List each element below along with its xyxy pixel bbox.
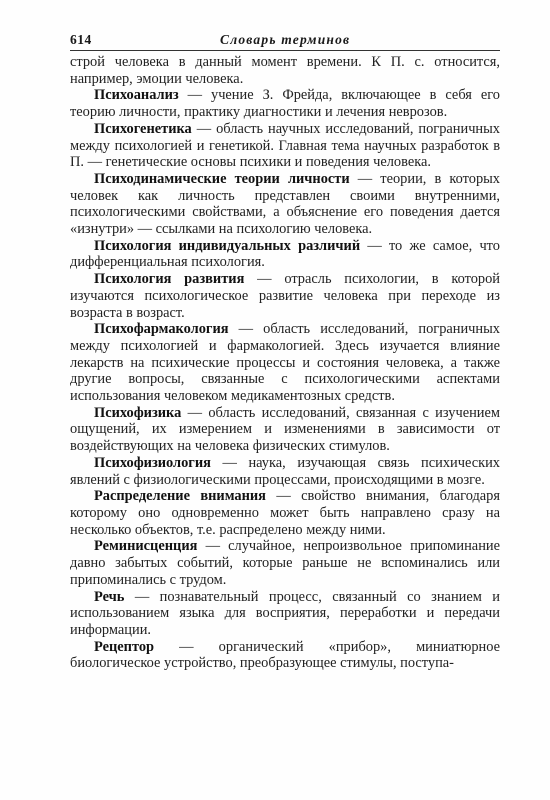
entry-definition: — область исследований, связанная с изучением ощущений, их измерением и изменениями в зависимости от воздействующих на человека физических стимулов. [70, 404, 500, 455]
entry-term: Психофизика [94, 404, 182, 421]
running-header [70, 32, 500, 52]
glossary-entry-psychophysics [70, 405, 500, 455]
entry-term: Психогенетика [94, 120, 192, 137]
entry-term: Реминисценция [94, 538, 198, 555]
entry-term: Психофизиология [94, 454, 211, 471]
glossary-entry-receptor [70, 639, 500, 672]
entry-definition: — свойство внимания, благодаря которому оно одновременно может быть направлено сразу на несколько объектов, т.е. распределено между ними. [70, 488, 500, 538]
glossary-entry-attention-distribution [70, 488, 500, 538]
entry-term: Психофармакология [94, 321, 229, 338]
entry-term: Психология индивидуальных различий [94, 237, 361, 254]
entry-definition: — наука, изучающая связь психических явлений с физиологическими процессами, происходящими в мозге. [70, 454, 500, 488]
glossary-text [70, 54, 500, 672]
entry-term: Психология развития [94, 271, 245, 288]
glossary-entry-psychoanalysis [70, 87, 500, 120]
entry-definition: — теории, в которых человек как личность представлен своими внутренними, психологическими свойствами, а объяснение его поведения дается «изнутри» — ссылками на психологию человека. [70, 170, 501, 238]
entry-term: Психоанализ [94, 87, 179, 104]
entry-definition: — органический «прибор», миниатюрное биологическое устройство, преобразующее стимулы, поступа- [70, 638, 500, 672]
section-title: Словарь терминов [220, 32, 351, 47]
glossary-entry-speech [70, 589, 500, 639]
entry-term: Распределение внимания [94, 488, 266, 505]
entry-definition: — случайное, непроизвольное припоминание давно забытых событий, которые раньше не вспоминались или припоминались с трудом. [70, 538, 500, 588]
glossary-entry-psychophysiology [70, 455, 500, 488]
entry-definition: — то же самое, что дифференциальная психология. [70, 237, 500, 271]
continued-entry-text: строй человека в данный момент времени. К П. с. относится, например, эмоции человека. [70, 54, 500, 87]
entry-definition: — познавательный процесс, связанный со знанием и использованием языка для восприятия, переработки и передачи информации. [70, 588, 500, 638]
glossary-entry-individual-differences [70, 238, 500, 271]
entry-term: Психодинамические теории личности [94, 170, 350, 187]
entry-term: Речь [94, 588, 125, 605]
entry-definition: — отрасль психологии, в которой изучаются психологическое развитие человека при переходе из возраста в возраст. [70, 271, 500, 321]
glossary-entry-psychogenetics [70, 121, 500, 171]
header-rule [70, 50, 500, 51]
page-number: 614 [70, 32, 92, 47]
glossary-entry-reminiscence [70, 538, 500, 588]
entry-definition: — область научных исследований, пограничных между психологией и генетикой. Главная тема научных разработок в П. — генетические основы психики и поведения человека. [70, 120, 500, 171]
entry-definition: — область исследований, пограничных между психологией и фармакологией. Здесь изучается влияние лекарств на психические процессы и состояния человека, а также другие вопросы, связанные с психологическими аспектами использования человеком медикаментозных средств. [70, 321, 500, 405]
glossary-entry-developmental-psychology [70, 271, 500, 321]
entry-definition: — учение З. Фрейда, включающее в себя его теорию личности, практику диагностики и лечения неврозов. [70, 87, 500, 121]
glossary-entry-psychodynamic-theories [70, 171, 500, 238]
entry-term: Рецептор [94, 638, 155, 655]
glossary-entry-psychopharmacology [70, 321, 500, 405]
